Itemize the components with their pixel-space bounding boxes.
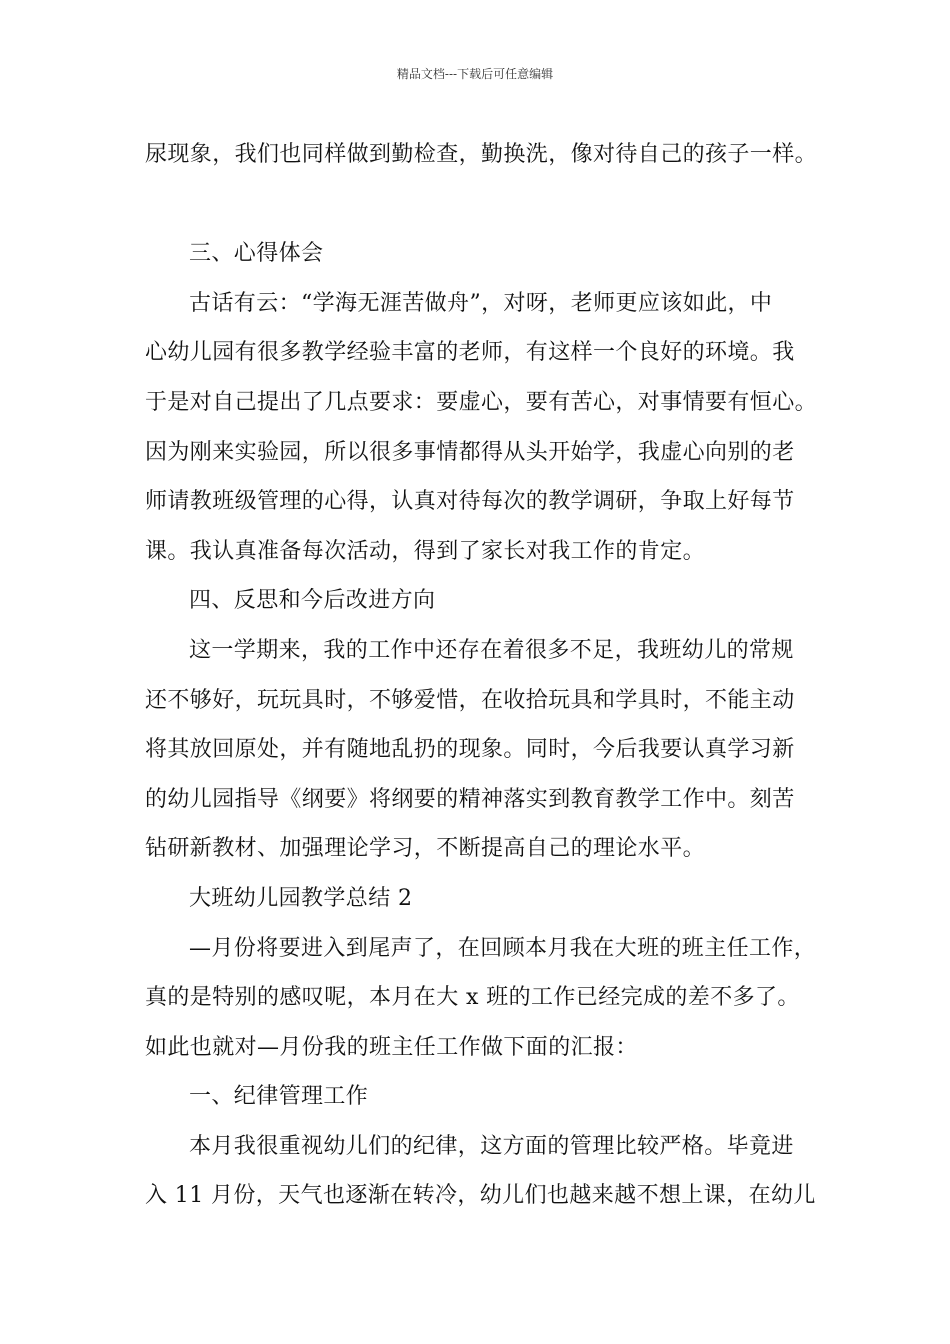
section-heading-3: 三、心得体会: [189, 241, 324, 267]
paragraph-line-3: 古话有云：“学海无涯苦做舟”，对呀，老师更应该如此，中: [189, 290, 773, 316]
paragraph-line-7: 师请教班级管理的心得，认真对待每次的教学调研，争取上好每节: [145, 489, 795, 515]
paragraph-line-20: 本月我很重视幼儿们的纪律，这方面的管理比较严格。毕竟进: [189, 1133, 794, 1159]
paragraph-line-5: 于是对自己提出了几点要求：要虚心，要有苦心，对事情要有恒心。: [145, 389, 818, 415]
document-body: [145, 130, 835, 1221]
paragraph-line-17: 真的是特别的感叹呢，本月在大 x 班的工作已经完成的差不多了。: [145, 985, 800, 1011]
paragraph-line-11: 还不够好，玩玩具时，不够爱惜，在收拾玩具和学具时，不能主动: [145, 687, 795, 713]
section-heading-1: 一、纪律管理工作: [189, 1084, 369, 1110]
paragraph-line-1: 尿现象，我们也同样做到勤检查，勤换洗，像对待自己的孩子一样。: [145, 142, 818, 167]
paragraph-line-10: 这一学期来，我的工作中还存在着很多不足，我班幼儿的常规: [189, 637, 794, 663]
page-header: 精品文档---下载后可任意编辑: [396, 67, 554, 81]
blank-line: [145, 180, 835, 230]
paragraph-line-8: 课。我认真准备每次活动，得到了家长对我工作的肯定。: [145, 538, 706, 564]
section-heading-4: 四、反思和今后改进方向: [189, 588, 436, 614]
paragraph-line-14: 钻研新教材、加强理论学习，不断提高自己的理论水平。: [145, 836, 706, 862]
paragraph-line-16: —月份将要进入到尾声了，在回顾本月我在大班的班主任工作，: [189, 935, 817, 961]
paragraph-line-6: 因为刚来实验园，所以很多事情都得从头开始学，我虚心向别的老: [145, 439, 795, 465]
paragraph-line-12: 将其放回原处，并有随地乱扔的现象。同时，今后我要认真学习新: [145, 737, 795, 763]
paragraph-line-18: 如此也就对—月份我的班主任工作做下面的汇报：: [145, 1034, 638, 1060]
paragraph-line-21: 入 11 月份，天气也逐渐在转冷，幼儿们也越来越不想上课，在幼儿: [145, 1183, 816, 1209]
paragraph-line-4: 心幼儿园有很多教学经验丰富的老师，有这样一个良好的环境。我: [145, 340, 795, 366]
document-subtitle: 大班幼儿园教学总结 2: [189, 885, 413, 911]
paragraph-line-13: 的幼儿园指导《纲要》将纲要的精神落实到教育教学工作中。刻苦: [145, 786, 795, 812]
